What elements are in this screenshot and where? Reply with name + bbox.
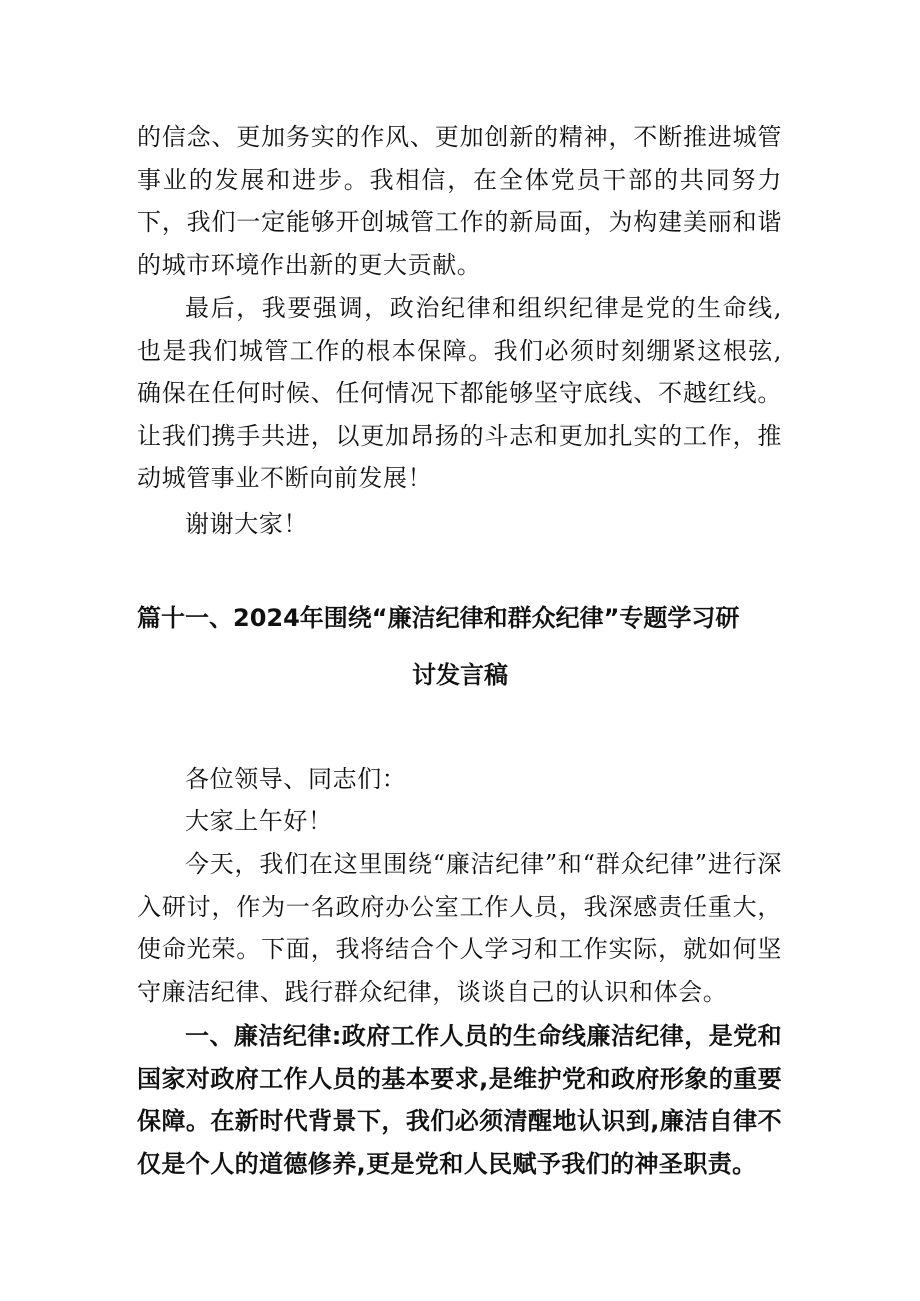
salutation-line: 各位领导、同志们： bbox=[185, 765, 407, 793]
thanks-line: 谢谢大家！ bbox=[185, 510, 308, 538]
section-title-line-1: 篇十一、2024年围绕“廉洁纪律和群众纪律”专题学习研 bbox=[137, 604, 740, 632]
section-title-line-2: 讨发言稿 bbox=[412, 661, 508, 689]
greeting-line: 大家上午好！ bbox=[185, 807, 333, 835]
closing-paragraph: 最后，我要强调，政治纪律和组织纪律是党的生命线,也是我们城管工作的根本保障。我们必须时刻绷紧这根弦,确保在任何时候、任何情况下都能够坚守底线、不越红线。让我们携手共进，以更加昂扬的斗志和更加扎实的工作，推动城管事业不断向前发展！ bbox=[137, 294, 782, 492]
continuation-paragraph: 的信念、更加务实的作风、更加创新的精神，不断推进城管事业的发展和进步。我相信，在全体党员干部的共同努力下，我们一定能够开创城管工作的新局面，为构建美丽和谐的城市环境作出新的更大贡献。 bbox=[137, 123, 782, 279]
intro-paragraph: 今天，我们在这里围绕“廉洁纪律”和“群众纪律”进行深入研讨，作为一名政府办公室工作人员，我深感责任重大，使命光荣。下面，我将结合个人学习和工作实际，就如何坚守廉洁纪律、践行群众纪律，谈谈自己的认识和体会。 bbox=[137, 850, 782, 1006]
point-one-paragraph: 一、廉洁纪律:政府工作人员的生命线廉洁纪律，是党和国家对政府工作人员的基本要求,是维护党和政府形象的重要保障。在新时代背景下，我们必须清醒地认识到,廉洁自律不仅是个人的道德修养,更是党和人民赋予我们的神圣职责。 bbox=[137, 1022, 782, 1178]
